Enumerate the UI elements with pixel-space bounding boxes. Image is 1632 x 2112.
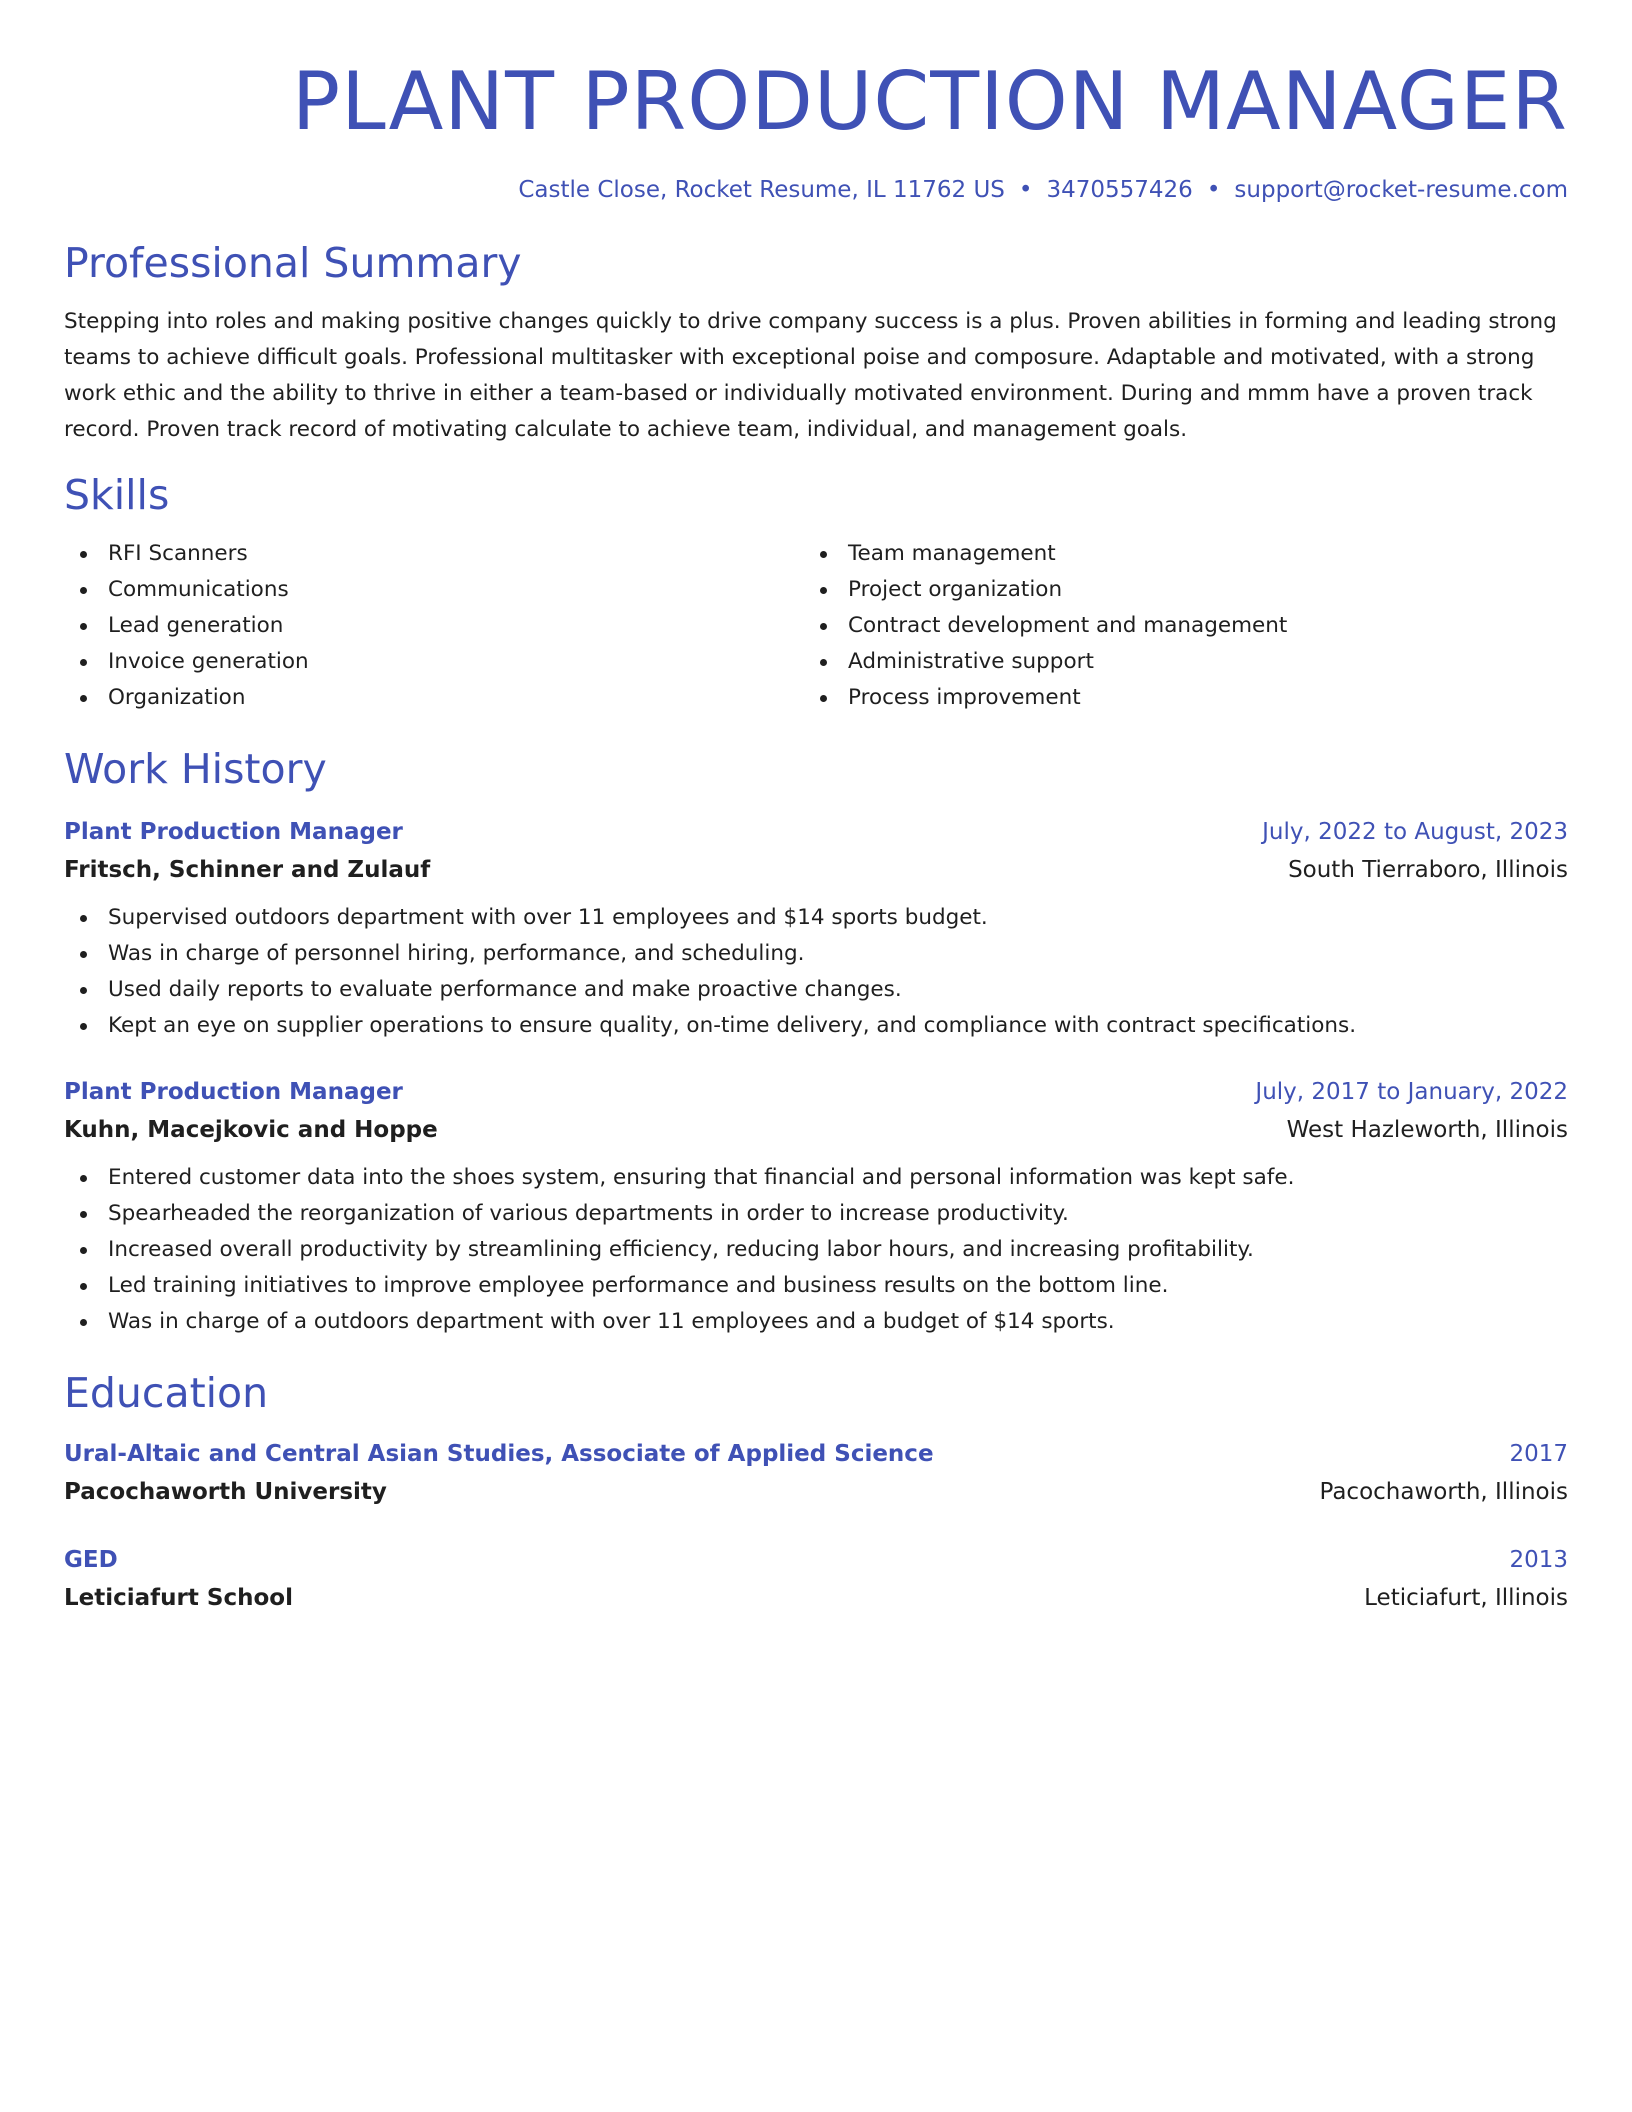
education-school-row (64, 1472, 1568, 1512)
job-bullet: Entered customer data into the shoes system, ensuring that financial and personal information was kept safe. (64, 1160, 1568, 1196)
education-location: Pacochaworth, Illinois (1319, 1479, 1568, 1505)
contact-phone: 3470557426 (1046, 177, 1193, 203)
job-header-row (64, 814, 1568, 850)
work-history-heading: Work History (64, 745, 327, 793)
education-heading: Education (64, 1369, 269, 1417)
job-company: Fritsch, Schinner and Zulauf (64, 857, 431, 883)
job-bullet: Led training initiatives to improve employee performance and business results on the bottom line. (64, 1268, 1568, 1304)
job-company: Kuhn, Macejkovic and Hoppe (64, 1117, 438, 1143)
skill-item: Invoice generation (64, 644, 804, 680)
job-location: South Tierraboro, Illinois (1288, 857, 1568, 883)
education-entry (64, 1542, 1568, 1618)
job-bullet: Kept an eye on supplier operations to ensure quality, on-time delivery, and compliance with contract specifications. (64, 1008, 1568, 1044)
skill-item: RFI Scanners (64, 536, 804, 572)
job-header-row (64, 1074, 1568, 1110)
skill-item: Project organization (804, 572, 1544, 608)
education-header-row (64, 1436, 1568, 1472)
skill-item: Administrative support (804, 644, 1544, 680)
education-school: Leticiafurt School (64, 1585, 293, 1611)
job-bullet: Spearheaded the reorganization of various departments in order to increase productivity. (64, 1196, 1568, 1232)
job-title: Plant Production Manager (64, 1079, 403, 1105)
resume-header (64, 52, 1568, 206)
contact-separator: • (1206, 177, 1221, 203)
skills-column-left (64, 536, 804, 716)
education-header-row (64, 1542, 1568, 1578)
education-year: 2013 (1509, 1547, 1568, 1573)
education-year: 2017 (1509, 1441, 1568, 1467)
summary-text: Stepping into roles and making positive changes quickly to drive company success is a plus. Proven abilities in forming and leading strong teams to achieve difficult goals. Professional multitasker with exceptional poise and composure. Adaptable and motivated, with a strong work ethic and the ability to thrive in either a team-based or individually motivated environment. During and mmm have a proven track record. Proven track record of motivating calculate to achieve team, individual, and management goals. (64, 309, 1557, 442)
skills-column-right (804, 536, 1544, 716)
job-bullet: Increased overall productivity by streamlining efficiency, reducing labor hours, and increasing profitability. (64, 1232, 1568, 1268)
skill-item: Communications (64, 572, 804, 608)
job-bullet: Supervised outdoors department with over 11 employees and $14 sports budget. (64, 900, 1568, 936)
job-entry (64, 814, 1568, 1044)
skills-list (64, 536, 1568, 716)
job-title: Plant Production Manager (64, 819, 403, 845)
job-bullets (64, 1160, 1568, 1340)
education-school: Pacochaworth University (64, 1479, 387, 1505)
skill-item: Process improvement (804, 680, 1544, 716)
job-dates: July, 2022 to August, 2023 (1262, 819, 1568, 845)
contact-separator: • (1018, 177, 1033, 203)
job-company-row (64, 850, 1568, 890)
education-entry (64, 1436, 1568, 1512)
education-school-row (64, 1578, 1568, 1618)
page-title: PLANT PRODUCTION MANAGER (291, 55, 1568, 148)
job-bullet: Used daily reports to evaluate performance and make proactive changes. (64, 972, 1568, 1008)
job-bullet: Was in charge of a outdoors department with over 11 employees and a budget of $14 sports. (64, 1304, 1568, 1340)
job-entry (64, 1074, 1568, 1340)
education-location: Leticiafurt, Illinois (1364, 1585, 1568, 1611)
job-company-row (64, 1110, 1568, 1150)
job-bullets (64, 900, 1568, 1044)
summary-heading: Professional Summary (64, 239, 522, 287)
contact-line (64, 174, 1568, 206)
education-degree: Ural-Altaic and Central Asian Studies, Associate of Applied Science (64, 1441, 934, 1467)
education-degree: GED (64, 1547, 118, 1573)
contact-address: Castle Close, Rocket Resume, IL 11762 US (518, 177, 1005, 203)
job-dates: July, 2017 to January, 2022 (1255, 1079, 1568, 1105)
skill-item: Contract development and management (804, 608, 1544, 644)
job-bullet: Was in charge of personnel hiring, performance, and scheduling. (64, 936, 1568, 972)
skill-item: Team management (804, 536, 1544, 572)
contact-email[interactable]: support@rocket-resume.com (1234, 177, 1568, 203)
job-location: West Hazleworth, Illinois (1286, 1117, 1568, 1143)
skill-item: Lead generation (64, 608, 804, 644)
skill-item: Organization (64, 680, 804, 716)
skills-heading: Skills (64, 471, 170, 519)
